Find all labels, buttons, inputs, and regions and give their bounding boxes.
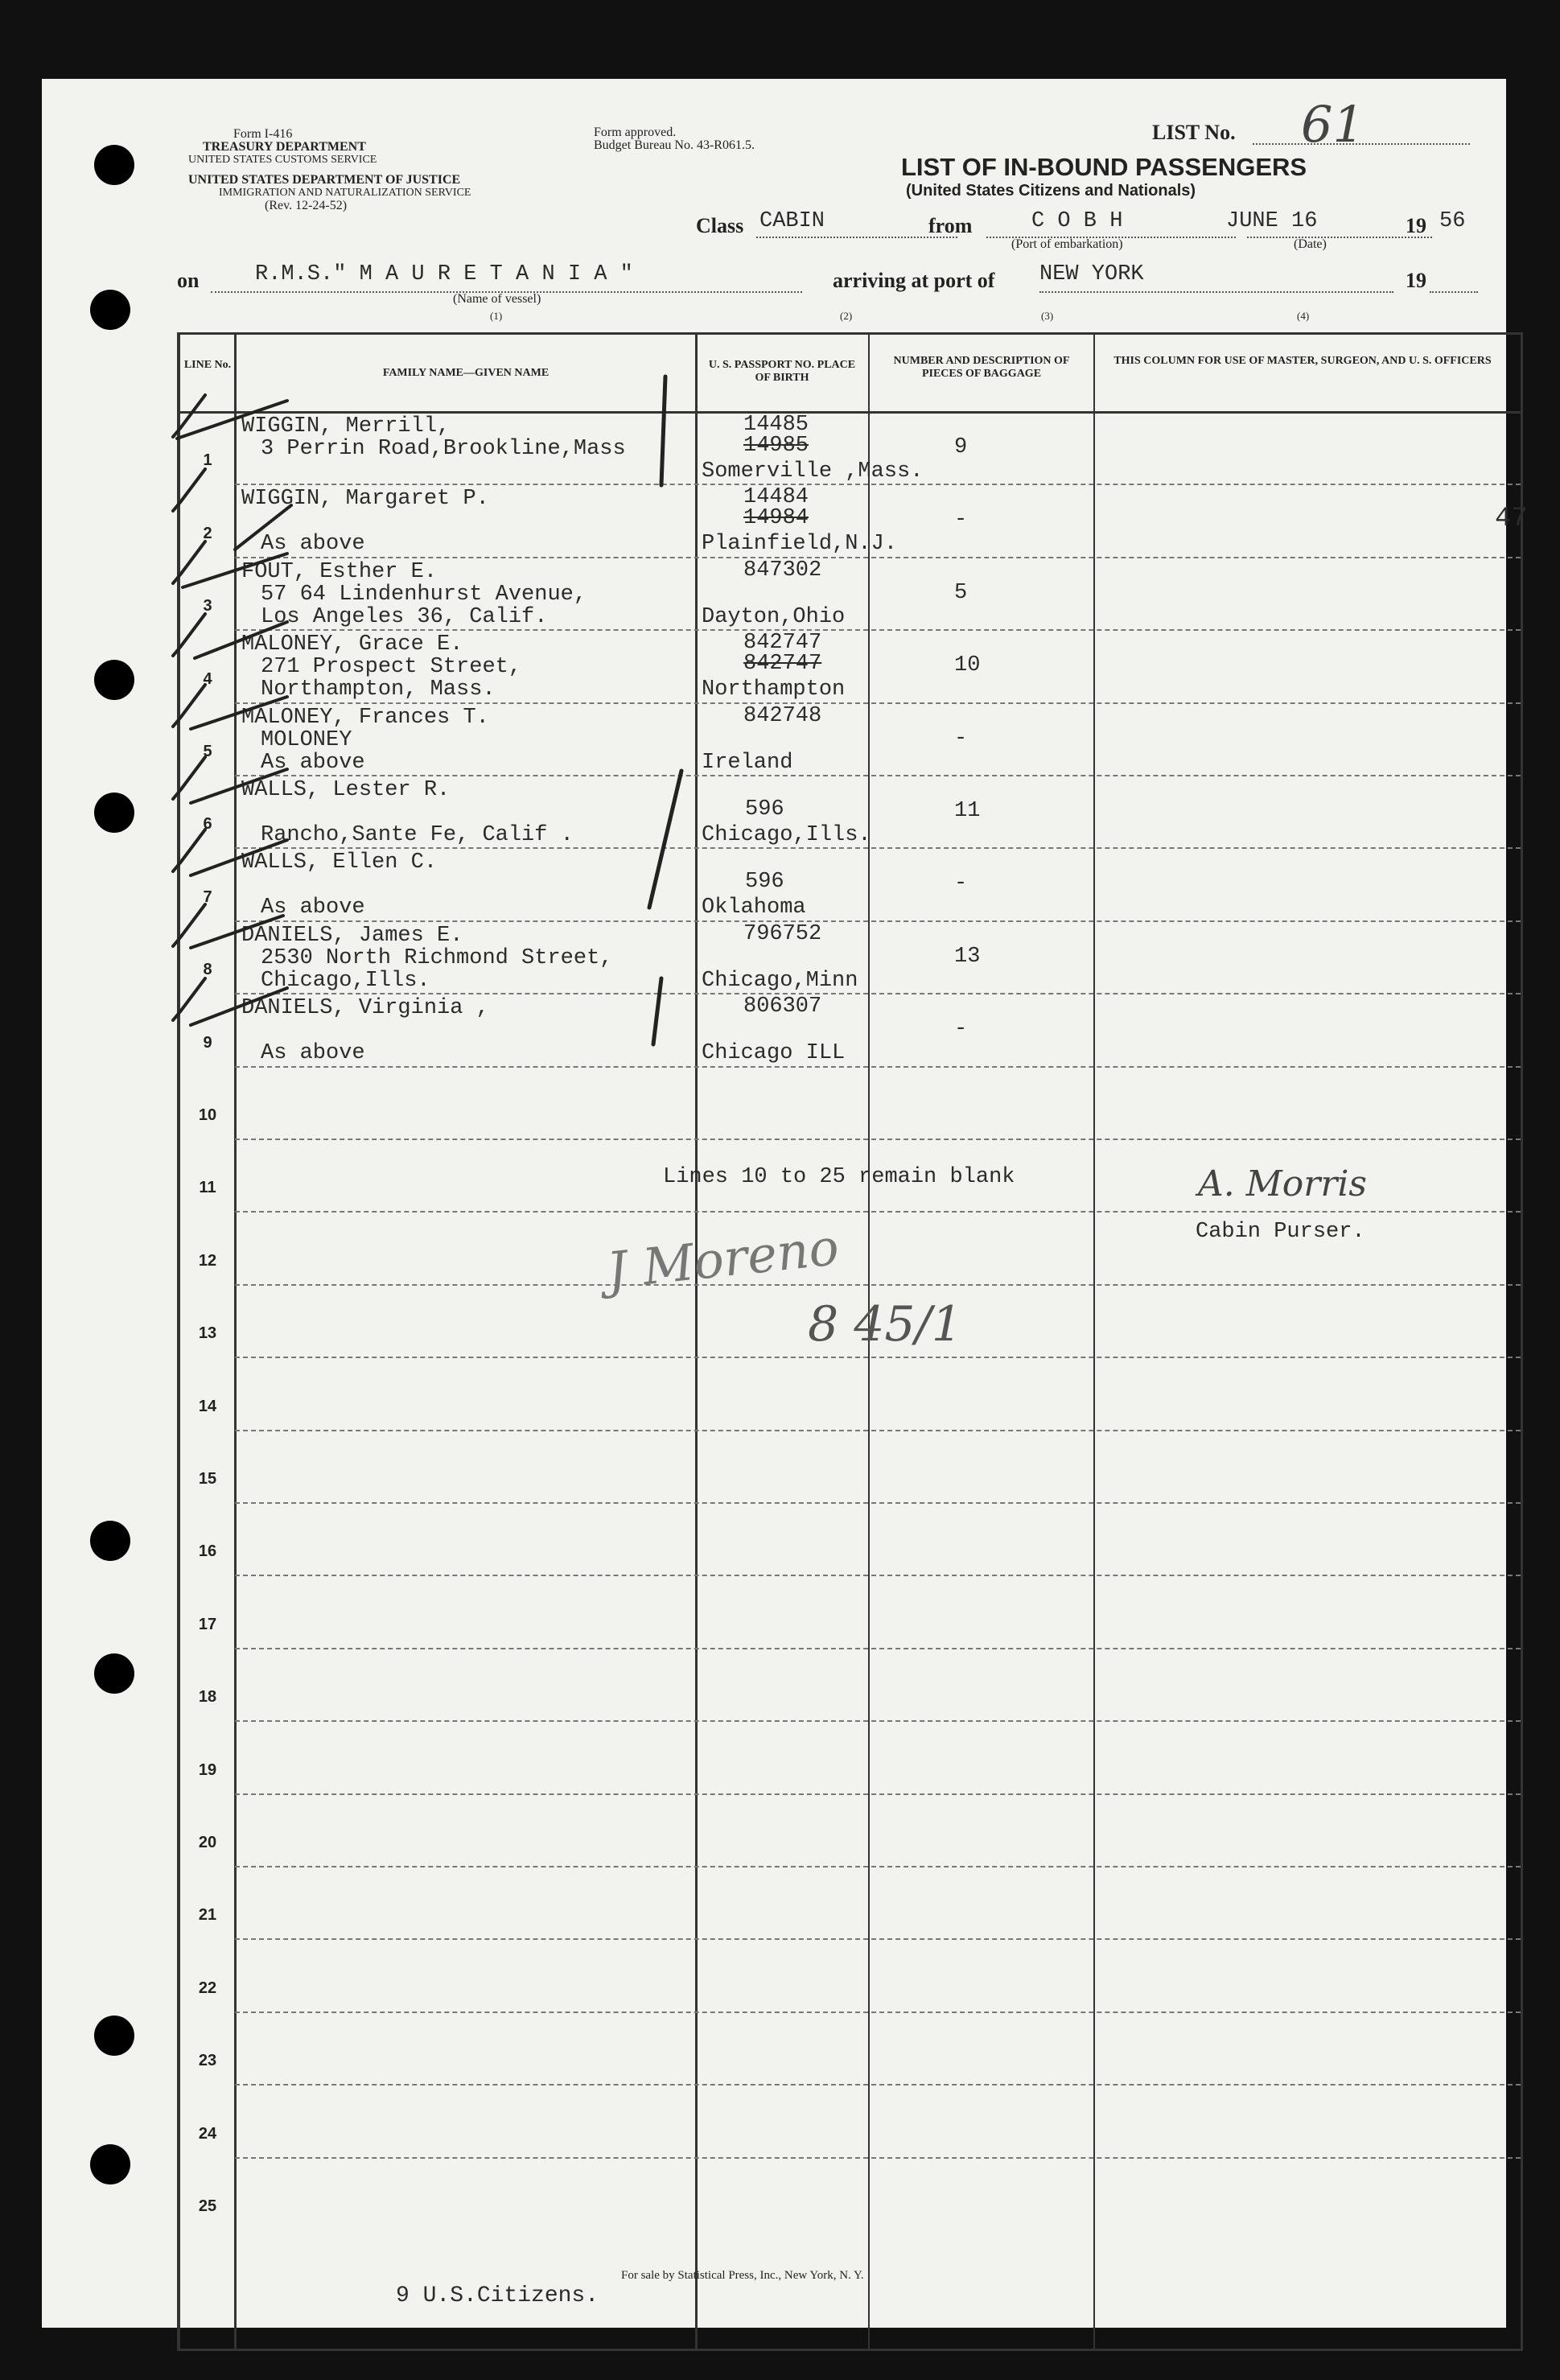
list-no-label: LIST No. <box>1152 121 1236 144</box>
punch-hole <box>94 2016 134 2056</box>
passenger-name: DANIELS, James E. <box>241 923 463 948</box>
baggage-count: 13 <box>954 944 981 969</box>
line-number: 12 <box>198 1251 217 1270</box>
embarkation-caption: (Port of embarkation) <box>1011 237 1123 251</box>
passenger-address-2: As above <box>261 750 365 775</box>
passport-number: 596 <box>745 870 784 895</box>
passport-number: 842747 <box>743 631 822 656</box>
passport-number-struck: 842747 <box>743 652 822 677</box>
passenger-name: WALLS, Lester R. <box>241 778 451 802</box>
place-of-birth: Somerville ,Mass. <box>702 459 924 484</box>
passenger-address-2: As above <box>261 532 365 557</box>
citizens-count: 9 U.S.Citizens. <box>396 2283 599 2308</box>
pencil-marks <box>42 79 1506 2328</box>
col-header-officers: THIS COLUMN FOR USE OF MASTER, SURGEON, AND U. S. OFFICERS <box>1113 355 1492 367</box>
year-prefix-2: 19 <box>1406 269 1426 292</box>
place-of-birth: Dayton,Ohio <box>702 604 846 629</box>
line-number: 25 <box>198 2197 217 2215</box>
line-number: 15 <box>198 1470 217 1488</box>
passenger-name: MALONEY, Frances T. <box>241 705 489 730</box>
date-caption: (Date) <box>1294 237 1327 251</box>
line-number: 5 <box>203 743 212 760</box>
passport-number-struck: 14984 <box>743 506 809 531</box>
form-approved: Form approved. <box>594 126 677 139</box>
col-header-name: FAMILY NAME—GIVEN NAME <box>382 367 549 379</box>
passenger-address-2: Rancho,Sante Fe, Calif . <box>261 823 574 847</box>
agency-treasury: TREASURY DEPARTMENT <box>203 140 366 154</box>
form-sheet <box>42 79 1528 2328</box>
vessel-name: R.M.S." M A U R E T A N I A " <box>255 262 633 286</box>
col-header-baggage: NUMBER AND DESCRIPTION OF PIECES OF BAGGAGE <box>893 355 1070 380</box>
arriving-label: arriving at port of <box>833 269 995 292</box>
passenger-name: WIGGIN, Margaret P. <box>241 487 489 512</box>
punch-hole <box>94 660 134 700</box>
punch-hole <box>94 1653 134 1694</box>
punch-hole <box>94 793 134 833</box>
punch-hole <box>94 145 134 185</box>
punch-hole <box>90 1521 130 1561</box>
year-value: 56 <box>1439 209 1466 233</box>
line-number: 6 <box>203 815 212 834</box>
line-number: 23 <box>198 2052 217 2070</box>
passenger-address-2: As above <box>261 1041 365 1066</box>
passport-number: 14485 <box>743 413 809 437</box>
passenger-address-1: MOLONEY <box>261 727 352 752</box>
line-number: 7 <box>203 887 212 906</box>
officer-mark: 47 <box>1495 504 1528 534</box>
line-number: 16 <box>198 1542 217 1561</box>
passenger-address-1: 57 64 Lindenhurst Avenue, <box>261 582 587 607</box>
line-number: 8 <box>203 961 212 979</box>
place-of-birth: Ireland <box>702 750 793 775</box>
passenger-address-2: Chicago,Ills. <box>261 968 430 993</box>
form-subtitle: (United States Citizens and Nationals) <box>906 182 1196 200</box>
agency-customs: UNITED STATES CUSTOMS SERVICE <box>188 154 377 166</box>
baggage-count: 10 <box>954 653 981 678</box>
col-num-4: (4) <box>1297 310 1310 322</box>
passport-number: 596 <box>745 797 784 821</box>
passenger-address-1: 2530 North Richmond Street, <box>261 945 613 970</box>
passenger-name: MALONEY, Grace E. <box>241 632 463 657</box>
baggage-count: - <box>954 871 968 896</box>
baggage-count: 11 <box>954 799 981 823</box>
purser-signature: A. Morris <box>1198 1163 1368 1204</box>
col-num-3: (3) <box>1041 310 1054 322</box>
inspector-signature: J Moreno <box>603 1217 842 1300</box>
passenger-name: DANIELS, Virginia , <box>241 996 489 1021</box>
passport-number: 806307 <box>743 994 822 1019</box>
passenger-address-1: 271 Prospect Street, <box>261 655 522 680</box>
passenger-address-2: Northampton, Mass. <box>261 677 496 702</box>
place-of-birth: Northampton <box>702 677 846 702</box>
place-of-birth: Chicago,Ills. <box>702 823 871 847</box>
line-number: 22 <box>198 1979 217 1997</box>
line-number: 9 <box>203 1033 212 1052</box>
line-number: 13 <box>198 1324 217 1343</box>
line-number: 1 <box>203 451 212 470</box>
agency-ins: IMMIGRATION AND NATURALIZATION SERVICE <box>219 187 471 199</box>
place-of-birth: Oklahoma <box>702 896 806 920</box>
printer-imprint: For sale by Statistical Press, Inc., New York, N. Y. <box>621 2269 864 2282</box>
class-label: Class <box>696 214 744 237</box>
purser-title: Cabin Purser. <box>1196 1220 1365 1244</box>
baggage-count: 9 <box>954 435 968 459</box>
vessel-caption: (Name of vessel) <box>453 292 541 306</box>
col-num-1: (1) <box>490 310 503 322</box>
col-header-line-no: LINE No. <box>183 359 232 371</box>
line-number: 4 <box>203 669 212 688</box>
line-number: 2 <box>203 524 212 542</box>
passport-number: 842748 <box>743 703 822 728</box>
passport-number: 847302 <box>743 558 822 583</box>
passport-number: 796752 <box>743 921 822 946</box>
passenger-address-2: Los Angeles 36, Calif. <box>261 604 548 629</box>
passenger-address-1: 3 Perrin Road,Brookline,Mass <box>261 437 626 461</box>
line-number: 14 <box>198 1397 217 1415</box>
year-prefix: 19 <box>1406 214 1426 237</box>
col-header-passport: U. S. PASSPORT NO. PLACE OF BIRTH <box>708 359 856 384</box>
punch-hole <box>90 290 130 330</box>
class-value: CABIN <box>759 209 825 233</box>
passenger-name: WALLS, Ellen C. <box>241 850 438 875</box>
baggage-count: - <box>954 508 968 533</box>
arrival-port: NEW YORK <box>1039 262 1144 286</box>
on-label: on <box>177 269 200 292</box>
budget-bureau: Budget Bureau No. 43-R061.5. <box>594 138 755 152</box>
passport-number-struck: 14985 <box>743 434 809 458</box>
line-number: 19 <box>198 1760 217 1779</box>
passport-number: 14484 <box>743 485 809 510</box>
line-number: 10 <box>198 1106 217 1124</box>
line-number: 20 <box>198 1834 217 1851</box>
passenger-name: FOUT, Esther E. <box>241 559 438 584</box>
place-of-birth: Chicago,Minn <box>702 968 858 993</box>
revision: (Rev. 12-24-52) <box>265 199 348 212</box>
place-of-birth: Plainfield,N.J. <box>702 532 898 557</box>
inspector-note: 8 45/1 <box>808 1296 962 1353</box>
line-number: 11 <box>199 1179 216 1197</box>
list-no-value: 61 <box>1301 95 1364 154</box>
baggage-count: 5 <box>954 580 968 605</box>
baggage-count: - <box>954 1017 968 1042</box>
line-number: 21 <box>198 1906 217 1925</box>
passenger-address-2: As above <box>261 896 365 920</box>
from-label: from <box>928 214 973 237</box>
line-number: 24 <box>198 2124 217 2143</box>
passenger-name: WIGGIN, Merrill, <box>241 414 451 439</box>
place-of-birth: Chicago ILL <box>702 1041 846 1066</box>
line-number: 18 <box>198 1688 217 1707</box>
form-number: Form I-416 <box>233 127 293 141</box>
agency-justice: UNITED STATES DEPARTMENT OF JUSTICE <box>188 173 461 187</box>
line-number: 3 <box>203 597 212 616</box>
baggage-count: - <box>954 726 968 751</box>
arrival-date: JUNE 16 <box>1226 209 1318 233</box>
blank-lines-note: Lines 10 to 25 remain blank <box>663 1165 1015 1189</box>
punch-hole <box>90 2144 130 2184</box>
col-num-2: (2) <box>840 310 853 322</box>
form-title: LIST OF IN-BOUND PASSENGERS <box>901 153 1307 181</box>
embarkation-port: C O B H <box>1031 209 1123 233</box>
line-number: 17 <box>198 1615 217 1633</box>
